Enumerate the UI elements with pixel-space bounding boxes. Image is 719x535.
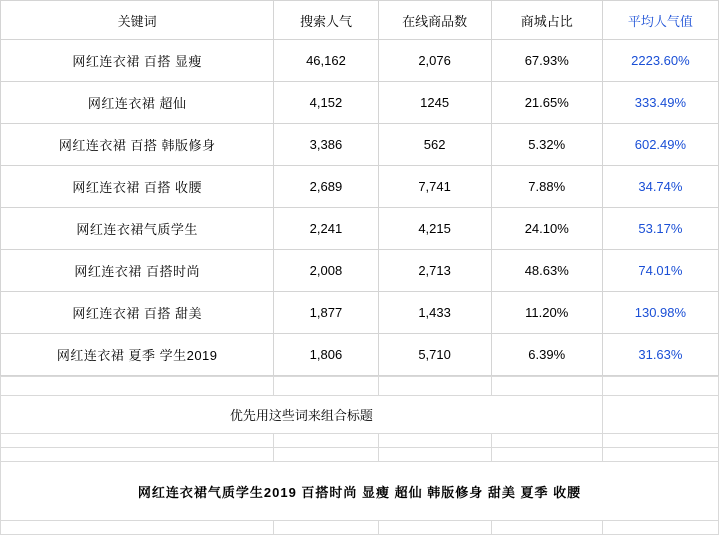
empty-cell[interactable] bbox=[602, 396, 718, 434]
empty-cell[interactable] bbox=[378, 434, 491, 448]
empty-cell[interactable] bbox=[602, 434, 718, 448]
cell-keyword: 网红连衣裙 百搭 韩版修身 bbox=[1, 124, 274, 166]
cell-search: 2,008 bbox=[274, 250, 378, 292]
cell-mall: 11.20% bbox=[491, 292, 602, 334]
empty-cell[interactable] bbox=[1, 448, 274, 462]
spacer-row bbox=[1, 377, 719, 396]
cell-goods: 4,215 bbox=[378, 208, 491, 250]
cell-keyword: 网红连衣裙 百搭时尚 bbox=[1, 250, 274, 292]
cell-search: 2,241 bbox=[274, 208, 378, 250]
cell-keyword: 网红连衣裙 超仙 bbox=[1, 82, 274, 124]
empty-cell[interactable] bbox=[274, 521, 378, 535]
cell-goods: 1245 bbox=[378, 82, 491, 124]
table-row[interactable] bbox=[1, 292, 719, 334]
header-average-popularity: 平均人气值 bbox=[602, 1, 718, 40]
table-row[interactable] bbox=[1, 166, 719, 208]
cell-mall: 24.10% bbox=[491, 208, 602, 250]
empty-cell[interactable] bbox=[602, 377, 718, 396]
empty-cell[interactable] bbox=[491, 434, 602, 448]
cell-mall: 48.63% bbox=[491, 250, 602, 292]
thin-row bbox=[1, 434, 719, 448]
empty-cell[interactable] bbox=[1, 434, 274, 448]
cell-search: 2,689 bbox=[274, 166, 378, 208]
cell-search: 3,386 bbox=[274, 124, 378, 166]
empty-cell[interactable] bbox=[491, 521, 602, 535]
empty-cell[interactable] bbox=[378, 521, 491, 535]
result-title: 网红连衣裙气质学生2019 百搭时尚 显瘦 超仙 韩版修身 甜美 夏季 收腰 bbox=[1, 462, 719, 521]
table-row[interactable] bbox=[1, 40, 719, 82]
cell-avg: 2223.60% bbox=[602, 40, 718, 82]
empty-cell[interactable] bbox=[378, 448, 491, 462]
cell-avg: 34.74% bbox=[602, 166, 718, 208]
cell-goods: 5,710 bbox=[378, 334, 491, 376]
cell-avg: 53.17% bbox=[602, 208, 718, 250]
table-row[interactable] bbox=[1, 208, 719, 250]
cell-search: 1,806 bbox=[274, 334, 378, 376]
empty-cell[interactable] bbox=[602, 521, 718, 535]
cell-avg: 333.49% bbox=[602, 82, 718, 124]
empty-cell[interactable] bbox=[491, 377, 602, 396]
empty-cell[interactable] bbox=[378, 377, 491, 396]
table-row[interactable] bbox=[1, 334, 719, 376]
cell-search: 46,162 bbox=[274, 40, 378, 82]
cell-avg: 602.49% bbox=[602, 124, 718, 166]
table-row[interactable] bbox=[1, 82, 719, 124]
cell-keyword: 网红连衣裙气质学生 bbox=[1, 208, 274, 250]
note-row bbox=[1, 396, 719, 434]
lower-area bbox=[0, 376, 719, 535]
cell-avg: 130.98% bbox=[602, 292, 718, 334]
cell-keyword: 网红连衣裙 百搭 收腰 bbox=[1, 166, 274, 208]
cell-mall: 21.65% bbox=[491, 82, 602, 124]
cell-mall: 7.88% bbox=[491, 166, 602, 208]
cell-goods: 2,076 bbox=[378, 40, 491, 82]
selected-cell[interactable] bbox=[602, 448, 718, 462]
cell-mall: 5.32% bbox=[491, 124, 602, 166]
header-search-popularity: 搜索人气 bbox=[274, 1, 378, 40]
table-row[interactable] bbox=[1, 124, 719, 166]
cell-avg: 74.01% bbox=[602, 250, 718, 292]
empty-cell[interactable] bbox=[491, 448, 602, 462]
cell-search: 1,877 bbox=[274, 292, 378, 334]
cell-keyword: 网红连衣裙 百搭 显瘦 bbox=[1, 40, 274, 82]
header-mall-ratio: 商城占比 bbox=[491, 1, 602, 40]
result-row bbox=[1, 462, 719, 521]
empty-cell[interactable] bbox=[274, 448, 378, 462]
table-header-row bbox=[1, 1, 719, 40]
empty-cell[interactable] bbox=[274, 434, 378, 448]
cell-search: 4,152 bbox=[274, 82, 378, 124]
empty-cell[interactable] bbox=[1, 377, 274, 396]
cell-keyword: 网红连衣裙 百搭 甜美 bbox=[1, 292, 274, 334]
empty-cell[interactable] bbox=[274, 377, 378, 396]
empty-cell[interactable] bbox=[1, 521, 274, 535]
cell-avg: 31.63% bbox=[602, 334, 718, 376]
cell-goods: 2,713 bbox=[378, 250, 491, 292]
cell-goods: 7,741 bbox=[378, 166, 491, 208]
cell-mall: 6.39% bbox=[491, 334, 602, 376]
table-row[interactable] bbox=[1, 250, 719, 292]
note-text: 优先用这些词来组合标题 bbox=[1, 396, 603, 434]
thin-row bbox=[1, 521, 719, 535]
header-keyword: 关键词 bbox=[1, 1, 274, 40]
thin-row bbox=[1, 448, 719, 462]
header-online-goods: 在线商品数 bbox=[378, 1, 491, 40]
cell-goods: 562 bbox=[378, 124, 491, 166]
cell-keyword: 网红连衣裙 夏季 学生2019 bbox=[1, 334, 274, 376]
cell-mall: 67.93% bbox=[491, 40, 602, 82]
cell-goods: 1,433 bbox=[378, 292, 491, 334]
